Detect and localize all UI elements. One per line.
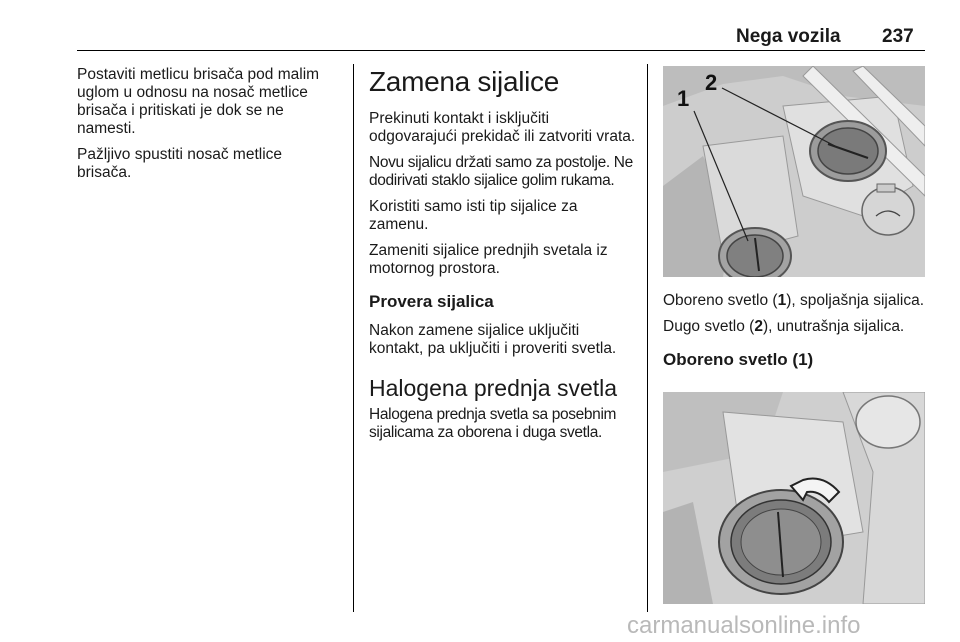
low-beam-illustration [663, 392, 925, 604]
column-divider [647, 64, 648, 612]
paragraph: Halogena prednja svetla sa posebnim sijalicama za oborena i duga svetla. [369, 406, 617, 441]
paragraph: Pažljivo spustiti nosač metlice brisača. [77, 146, 283, 181]
subsection-heading: Oboreno svetlo (1) [663, 350, 814, 369]
column-left [77, 66, 339, 190]
page-number: 237 [882, 26, 914, 47]
paragraph: Koristiti samo isti tip sijalice za zamenu. [369, 198, 578, 233]
column-right-text [663, 292, 931, 370]
callout-label: 1 [677, 86, 690, 111]
watermark: carmanualsonline.info [627, 612, 861, 639]
paragraph: Zameniti sijalice prednjih svetala iz motornog prostora. [369, 242, 608, 277]
callout-label: 2 [705, 70, 718, 95]
column-middle [369, 66, 637, 450]
subsection-heading: Provera sijalica [369, 292, 494, 311]
engine-bay-illustration [663, 66, 925, 277]
figure-low-beam-cap [663, 392, 925, 604]
figure-caption: Oboreno svetlo (1), spoljašnja sijalica. [663, 292, 925, 309]
section-heading: Halogena prednja svetla [369, 375, 618, 401]
paragraph: Novu sijalicu držati samo za postolje. Ne dodirivati staklo sijalice golim rukama. [369, 154, 633, 189]
figure-headlamp-bulbs [663, 66, 925, 277]
running-header-title: Nega vozila [736, 26, 841, 47]
paragraph: Nakon zamene sijalice uključiti kontakt, pa uključiti i proveriti svetla. [369, 322, 617, 357]
section-heading: Zamena sijalice [369, 66, 560, 97]
figure-caption: Dugo svetlo (2), unutrašnja sijalica. [663, 318, 905, 335]
header-rule [77, 50, 925, 51]
paragraph: Postaviti metlicu brisača pod malim uglom u odnosu na nosač metlice brisača i pritiskati je dok se ne namesti. [77, 66, 320, 137]
paragraph: Prekinuti kontakt i isključiti odgovarajući prekidač ili zatvoriti vrata. [369, 110, 636, 145]
column-divider [353, 64, 354, 612]
